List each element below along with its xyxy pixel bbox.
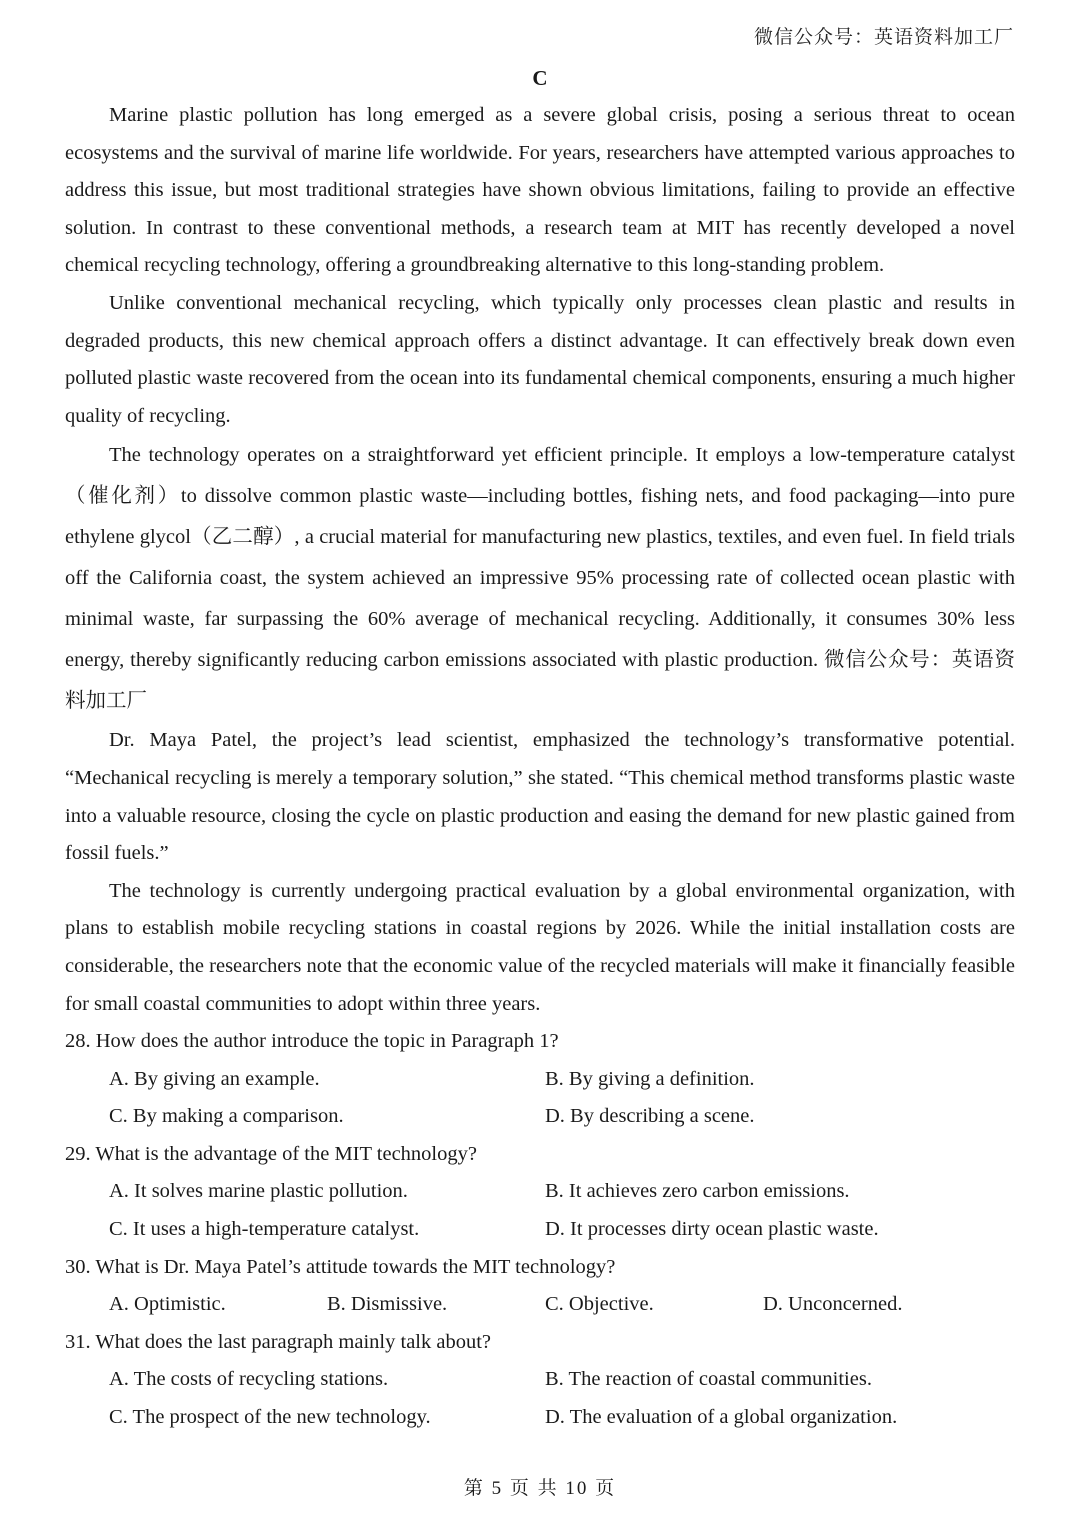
option-b: B. It achieves zero carbon emissions. (545, 1180, 850, 1203)
document-body (65, 97, 1015, 1437)
option-a: A. By giving an example. (109, 1067, 320, 1090)
passage-paragraph-2: Unlike conventional mechanical recycling, which typically only processes clean plastic and results in degraded products, this new chemical approach offers a distinct advantage. It can effectively break down even polluted plastic waste recovered from the ocean into its fundamental chemical components, ensuring a much higher quality of recycling. (65, 291, 1015, 427)
option-list (109, 1173, 1015, 1248)
passage-paragraph-5: The technology is currently undergoing practical evaluation by a global environmental organization, with plans to establish mobile recycling stations in coastal regions by 2026. While the initial installation costs are considerable, the researchers note that the economic value of the recycled materials will make it financially feasible for small coastal communities to adopt within three years. (65, 879, 1015, 1015)
option-d: D. The evaluation of a global organization. (545, 1406, 898, 1429)
option-c: C. By making a comparison. (109, 1105, 344, 1128)
option-b: B. Dismissive. (327, 1293, 448, 1316)
option-b: B. The reaction of coastal communities. (545, 1368, 872, 1391)
question-stem: 29. What is the advantage of the MIT technology? (65, 1142, 477, 1165)
option-list (109, 1361, 1015, 1436)
option-list (109, 1061, 1015, 1136)
option-list (109, 1286, 1015, 1324)
question-31 (65, 1324, 1015, 1437)
passage-paragraph-1: Marine plastic pollution has long emerged as a severe global crisis, posing a serious threat to ocean ecosystems and the survival of marine life worldwide. For years, researchers have attempted various approaches to address this issue, but most traditional strategies have shown obvious limitations, failing to provide an effective solution. In contrast to these conventional methods, a research team at MIT has recently developed a novel chemical recycling technology, offering a groundbreaking alternative to this long-standing problem. (65, 104, 1015, 277)
option-b: B. By giving a definition. (545, 1067, 755, 1090)
question-stem: 30. What is Dr. Maya Patel’s attitude towards the MIT technology? (65, 1255, 616, 1278)
question-30 (65, 1249, 1015, 1324)
option-c: C. The prospect of the new technology. (109, 1406, 431, 1429)
option-a: A. Optimistic. (109, 1293, 226, 1316)
option-a: A. It solves marine plastic pollution. (109, 1180, 408, 1203)
option-d: D. Unconcerned. (763, 1293, 903, 1316)
question-28 (65, 1023, 1015, 1136)
option-d: D. It processes dirty ocean plastic waste. (545, 1218, 879, 1241)
question-stem: 28. How does the author introduce the topic in Paragraph 1? (65, 1030, 559, 1053)
option-d: D. By describing a scene. (545, 1105, 755, 1128)
page-number: 第 5 页 共 10 页 (463, 1478, 617, 1499)
section-letter: C (532, 66, 548, 90)
passage-paragraph-4: Dr. Maya Patel, the project’s lead scientist, emphasized the technology’s transformative potential. “Mechanical recycling is merely a temporary solution,” she stated. “This chemical method transforms plastic waste into a valuable resource, closing the cycle on plastic production and easing the demand for new plastic gained from fossil fuels.” (65, 729, 1015, 865)
passage-paragraph-3: The technology operates on a straightforward yet efficient principle. It employs a low-temperature catalyst（催化剂）to dissolve common plastic waste—including bottles, fishing nets, and food packaging—into pure ethylene glycol（乙二醇）, a crucial material for manufacturing new plastics, textiles, and even fuel. In field trials off the California coast, the system achieved an impressive 95% processing rate of collected ocean plastic with minimal waste, far surpassing the 60% average of mechanical recycling. Additionally, it consumes 30% less energy, thereby significantly reducing carbon emissions associated with plastic production. 微信公众号：英语资料加工厂 (65, 444, 1015, 713)
option-c: C. Objective. (545, 1293, 654, 1316)
question-29 (65, 1136, 1015, 1249)
question-stem: 31. What does the last paragraph mainly talk about? (65, 1330, 492, 1353)
option-c: C. It uses a high-temperature catalyst. (109, 1218, 420, 1241)
header-watermark: 微信公众号：英语资料加工厂 (753, 27, 1014, 48)
option-a: A. The costs of recycling stations. (109, 1368, 389, 1391)
